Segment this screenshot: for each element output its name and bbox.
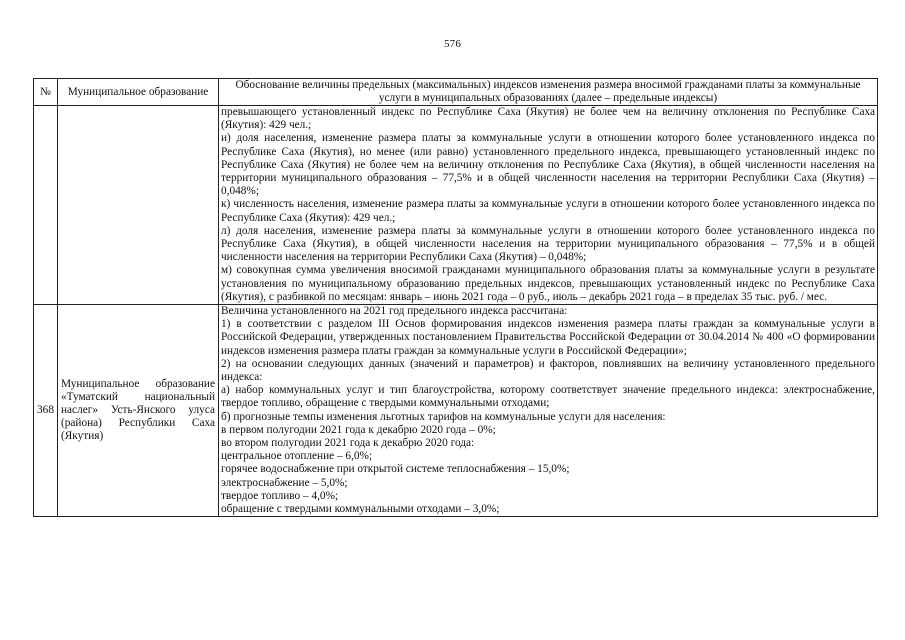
justification-paragraph: горячее водоснабжение при открытой системе теплоснабжения – 15,0%; [221, 463, 570, 476]
justification-paragraph: м) совокупная сумма увеличения вносимой гражданами муниципального образования платы за коммунальные услуги в результате установления по муниципальному образованию предельных индексов, превышающих установленный индекс по Республике Саха (Якутия), с разбивкой по месяцам: январь – июнь 2021 года – 0 руб., июль – декабрь 2021 года – в пределах 35 тыс. руб. / мес. [221, 264, 875, 303]
justification-paragraph: 1) в соответствии с разделом III Основ формирования индексов изменения размера платы граждан за коммунальные услуги в Российской Федерации, утвержденных постановлением Правительства Российской Федерации от 30.04.2014 № 400 «О формировании индексов изменения размера платы граждан за коммунальные услуги в Российской Федерации»; [221, 318, 875, 357]
justification-paragraph: обращение с твердыми коммунальными отходами – 3,0%; [221, 503, 500, 516]
justification-paragraph: во втором полугодии 2021 года к декабрю 2020 года: [221, 437, 475, 450]
table-row [34, 106, 878, 305]
justification-paragraph: электроснабжение – 5,0%; [221, 476, 348, 489]
justification-paragraph: а) набор коммунальных услуг и тип благоустройства, которому соответствует значение предельного индекса: электроснабжение, твердое топливо, обращение с твердыми коммунальными отходами; [221, 384, 875, 410]
justification-paragraph: л) доля населения, изменение размера платы за коммунальные услуги в отношении которого более установленного индекса по Республике Саха (Якутия), в общей численности населения на территории муниципального образования – 77,5% и в общей численности населения на территории Республики Саха (Якутия) – 0,048%; [221, 224, 875, 264]
justification-paragraph: центральное отопление – 6,0%; [221, 450, 373, 463]
header-number: № [34, 79, 58, 106]
justification-cell [219, 106, 878, 305]
municipality-name: Муниципальное образование «Туматский национальный наслег» Усть-Янского улуса (района) Республики Саха (Якутия) [58, 305, 219, 517]
page-number: 576 [443, 38, 462, 50]
justification-paragraph: б) прогнозные темпы изменения льготных тарифов на коммунальные услуги для населения: [221, 410, 666, 423]
justification-paragraph: к) численность населения, изменение размера платы за коммунальные услуги в отношении которого более установленного индекса по Республике Саха (Якутия): 429 чел.; [221, 198, 875, 224]
justification-paragraph: превышающего установленный индекс по Республике Саха (Якутия) не более чем на величину отклонения по Республике Саха (Якутия): 429 чел.; [221, 106, 875, 132]
table-header-row [34, 79, 878, 106]
justification-table [33, 78, 878, 517]
row-number: 368 [34, 305, 58, 517]
header-municipality: Муниципальное образование [58, 79, 219, 106]
justification-paragraph: в первом полугодии 2021 года к декабрю 2020 года – 0%; [221, 423, 496, 436]
row-number [34, 106, 58, 305]
justification-cell [219, 305, 878, 517]
header-justification: Обоснование величины предельных (максимальных) индексов изменения размера вносимой гражданами платы за коммунальные услуги в муниципальных образованиях (далее – предельные индексы) [219, 79, 878, 106]
table-row [34, 305, 878, 517]
justification-paragraph: Величина установленного на 2021 год предельного индекса рассчитана: [221, 305, 568, 318]
municipality-name [58, 106, 219, 305]
justification-paragraph: твердое топливо – 4,0%; [221, 489, 339, 502]
justification-paragraph: и) доля населения, изменение размера платы за коммунальные услуги в отношении которого более установленного индекса по Республике Саха (Якутия), но менее (или равно) установленного предельного индекса, превышающего установленный индекс по Республике Саха (Якутия) не более чем на величину отклонения по Республике Саха (Якутия), в общей численности населения на территории муниципального образования – 77,5% и в общей численности населения на территории Республики Саха (Якутия) – 0,048%; [221, 132, 875, 198]
justification-paragraph: 2) на основании следующих данных (значений и параметров) и факторов, повлиявших на величину установленного предельного индекса: [221, 357, 875, 384]
